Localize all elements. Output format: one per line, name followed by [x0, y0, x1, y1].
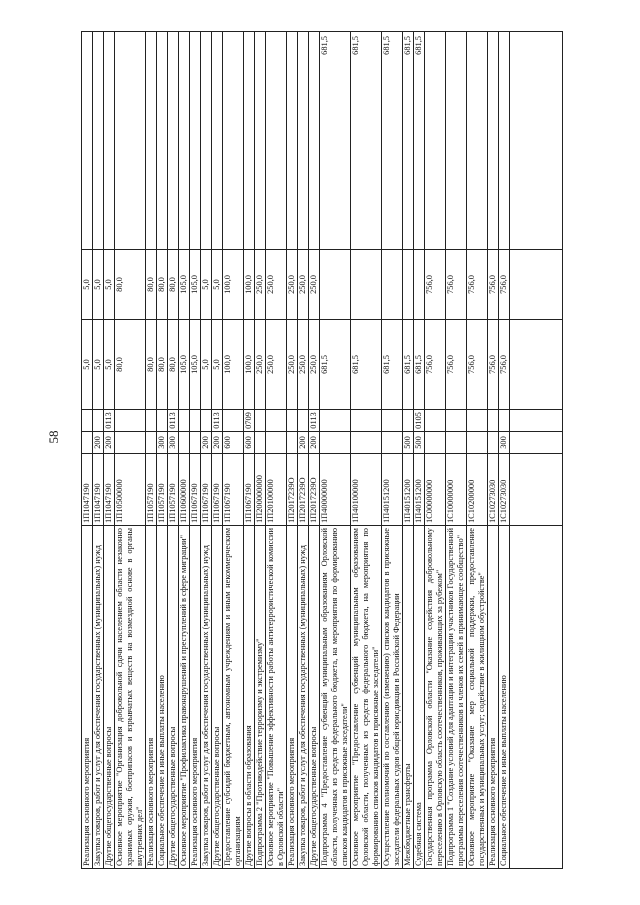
row-federal-amount-cell	[157, 32, 168, 250]
row-total-amount-cell: 5,0	[82, 320, 93, 410]
row-total-amount-cell: 250,0	[266, 320, 287, 410]
row-name-cell: Межбюджетные трансферты	[403, 526, 414, 869]
row-section-cell	[179, 410, 190, 432]
row-name-cell: Осуществление полномочий по составлению (изменению) списков кандидатов в присяжные заседатели федеральных судов общей юрисдикции в Российской Федерации	[382, 526, 403, 869]
row-total-amount-cell: 100,0	[244, 320, 255, 410]
row-section-cell	[298, 410, 309, 432]
row-total-amount-cell: 250,0	[298, 320, 309, 410]
row-expense-type-cell	[320, 432, 351, 454]
row-regional-amount-cell: 756,0	[446, 250, 467, 320]
row-section-cell	[157, 410, 168, 432]
row-regional-amount-cell: 105,0	[190, 250, 201, 320]
row-section-cell	[255, 410, 266, 432]
row-federal-amount-cell	[499, 32, 510, 250]
table-row	[212, 32, 223, 869]
row-section-cell	[499, 410, 510, 432]
row-federal-amount-cell: 681,5	[382, 32, 403, 250]
table-row	[93, 32, 104, 869]
row-target-code-cell: 1П40151200	[403, 454, 414, 526]
row-expense-type-cell: 200	[309, 432, 320, 454]
row-section-cell	[266, 410, 287, 432]
row-section-cell	[201, 410, 212, 432]
row-federal-amount-cell	[255, 32, 266, 250]
row-regional-amount-cell: 250,0	[255, 250, 266, 320]
row-expense-type-cell	[82, 432, 93, 454]
row-name-cell: Реализация основного мероприятия	[287, 526, 298, 869]
row-name-cell: Основное мероприятие "Организация добровольной сдачи населением области незаконно хранимых оружия, боеприпасов и взрывчатых веществ на возмездной основе в органы внутренних дел"	[115, 526, 146, 869]
row-total-amount-cell: 756,0	[425, 320, 446, 410]
budget-table-body	[82, 32, 563, 869]
row-target-code-cell: 1С10000000	[446, 454, 467, 526]
row-expense-type-cell: 300	[157, 432, 168, 454]
row-total-amount-cell: 756,0	[488, 320, 499, 410]
row-total-amount-cell: 5,0	[212, 320, 223, 410]
row-regional-amount-cell: 756,0	[499, 250, 510, 320]
row-section-cell	[93, 410, 104, 432]
row-section-cell	[287, 410, 298, 432]
row-section-cell	[382, 410, 403, 432]
table-row	[488, 32, 499, 869]
row-federal-amount-cell	[146, 32, 157, 250]
row-federal-amount-cell	[93, 32, 104, 250]
row-total-amount-cell: 250,0	[287, 320, 298, 410]
row-name-cell: Закупка товаров, работ и услуг для обеспечения государственных (муниципальных) нужд	[93, 526, 104, 869]
row-target-code-cell: 1С10200000	[467, 454, 488, 526]
row-expense-type-cell	[287, 432, 298, 454]
row-federal-amount-cell: 681,5	[320, 32, 351, 250]
table-row	[255, 32, 266, 869]
row-regional-amount-cell: 105,0	[179, 250, 190, 320]
row-total-amount-cell: 80,0	[168, 320, 179, 410]
row-regional-amount-cell	[351, 250, 382, 320]
row-target-code-cell: 1П2017239О	[287, 454, 298, 526]
row-expense-type-cell	[255, 432, 266, 454]
row-federal-amount-cell	[298, 32, 309, 250]
row-federal-amount-cell	[223, 32, 244, 250]
row-section-cell: 0113	[168, 410, 179, 432]
table-row	[467, 32, 488, 869]
row-target-code-cell: 1П2017239О	[309, 454, 320, 526]
row-expense-type-cell	[425, 432, 446, 454]
row-regional-amount-cell: 100,0	[223, 250, 244, 320]
row-section-cell	[190, 410, 201, 432]
row-target-code-cell: 1П1047190	[93, 454, 104, 526]
row-expense-type-cell	[190, 432, 201, 454]
row-target-code-cell: 1П2017239О	[298, 454, 309, 526]
row-regional-amount-cell: 756,0	[467, 250, 488, 320]
row-regional-amount-cell: 5,0	[93, 250, 104, 320]
row-regional-amount-cell: 250,0	[287, 250, 298, 320]
row-expense-type-cell	[351, 432, 382, 454]
row-federal-amount-cell	[168, 32, 179, 250]
row-target-code-cell: 1П10500000	[115, 454, 146, 526]
row-expense-type-cell: 500	[414, 432, 425, 454]
row-expense-type-cell: 300	[168, 432, 179, 454]
row-regional-amount-cell: 80,0	[115, 250, 146, 320]
table-row	[168, 32, 179, 869]
row-target-code-cell: 1П1067190	[223, 454, 244, 526]
row-federal-amount-cell	[266, 32, 287, 250]
row-target-code-cell: 1П1047190	[82, 454, 93, 526]
row-federal-amount-cell: 681,5	[403, 32, 414, 250]
table-row	[446, 32, 467, 869]
table-row	[223, 32, 244, 869]
row-federal-amount-cell	[212, 32, 223, 250]
row-target-code-cell: 1П40000000	[320, 454, 351, 526]
table-row	[115, 32, 146, 869]
row-regional-amount-cell	[382, 250, 403, 320]
row-regional-amount-cell: 250,0	[309, 250, 320, 320]
rotated-table-container	[81, 32, 614, 869]
row-target-code-cell: 1П200000000	[255, 454, 266, 526]
table-row-empty	[510, 32, 563, 869]
row-expense-type-cell: 200	[104, 432, 115, 454]
row-name-cell: Другие общегосударственные вопросы	[212, 526, 223, 869]
row-name-cell: Основное мероприятие "Предоставление субвенций муниципальным образованиям Орловской области, полученных из средств федерального бюджета, на мероприятия по формированию списков кандидатов в присяжные заседатели"	[351, 526, 382, 869]
row-expense-type-cell	[146, 432, 157, 454]
row-name-cell: Закупка товаров, работ и услуг для обеспечения государственных (муниципальных) нужд	[201, 526, 212, 869]
row-name-cell: Социальное обеспечение и иные выплаты населению	[499, 526, 510, 869]
row-total-amount-cell: 681,5	[403, 320, 414, 410]
row-target-code-cell: 1П1057190	[168, 454, 179, 526]
row-target-code-cell: 1П1067190	[212, 454, 223, 526]
row-name-cell: Другие общегосударственные вопросы	[168, 526, 179, 869]
row-total-amount-cell: 681,5	[414, 320, 425, 410]
row-regional-amount-cell: 100,0	[244, 250, 255, 320]
row-name-cell: Предоставление субсидий бюджетным, автономным учреждениям и иным некоммерческим организациям	[223, 526, 244, 869]
row-regional-amount-cell: 80,0	[157, 250, 168, 320]
row-section-cell: 0113	[104, 410, 115, 432]
row-name-cell: Основное мероприятие "Профилактика правонарушений и преступлений в сфере миграции"	[179, 526, 190, 869]
row-section-cell	[488, 410, 499, 432]
row-name-cell: Другие общегосударственные вопросы	[309, 526, 320, 869]
table-row	[425, 32, 446, 869]
row-regional-amount-cell	[320, 250, 351, 320]
row-regional-amount-cell: 756,0	[425, 250, 446, 320]
row-total-amount-cell: 681,5	[382, 320, 403, 410]
row-expense-type-cell: 200	[93, 432, 104, 454]
row-name-cell: Другие вопросы в области образования	[244, 526, 255, 869]
row-name-cell: Основное мероприятие "Оказание мер социальной поддержки, предоставление государственных и муниципальных услуг; содействие в жилищном обустройстве"	[467, 526, 488, 869]
row-target-code-cell: 1П1067190	[201, 454, 212, 526]
row-expense-type-cell	[179, 432, 190, 454]
row-section-cell	[320, 410, 351, 432]
row-expense-type-cell	[382, 432, 403, 454]
row-name-cell: Реализация основного мероприятия	[82, 526, 93, 869]
row-total-amount-cell: 756,0	[499, 320, 510, 410]
row-regional-amount-cell: 80,0	[146, 250, 157, 320]
table-row	[414, 32, 425, 869]
row-total-amount-cell: 105,0	[190, 320, 201, 410]
row-target-code-cell: 1П40151200	[414, 454, 425, 526]
row-section-cell: 0709	[244, 410, 255, 432]
row-total-amount-cell: 80,0	[115, 320, 146, 410]
row-regional-amount-cell: 80,0	[168, 250, 179, 320]
row-name-cell: Реализация основного мероприятия	[146, 526, 157, 869]
row-regional-amount-cell: 756,0	[488, 250, 499, 320]
row-expense-type-cell: 300	[499, 432, 510, 454]
empty-cell	[510, 32, 563, 250]
row-regional-amount-cell: 5,0	[201, 250, 212, 320]
row-regional-amount-cell: 5,0	[212, 250, 223, 320]
row-regional-amount-cell: 5,0	[104, 250, 115, 320]
row-total-amount-cell: 5,0	[104, 320, 115, 410]
row-total-amount-cell: 5,0	[93, 320, 104, 410]
table-row	[266, 32, 287, 869]
row-section-cell	[467, 410, 488, 432]
row-name-cell: Закупка товаров, работ и услуг для обеспечения государственных (муниципальных) нужд	[298, 526, 309, 869]
row-total-amount-cell: 250,0	[309, 320, 320, 410]
table-row	[320, 32, 351, 869]
row-name-cell: Социальное обеспечение и иные выплаты населению	[157, 526, 168, 869]
row-expense-type-cell: 200	[212, 432, 223, 454]
page-number: 58	[46, 430, 61, 444]
row-total-amount-cell: 105,0	[179, 320, 190, 410]
row-total-amount-cell: 681,5	[351, 320, 382, 410]
row-total-amount-cell: 681,5	[320, 320, 351, 410]
row-target-code-cell: 1П1067190	[244, 454, 255, 526]
table-row	[287, 32, 298, 869]
row-section-cell	[146, 410, 157, 432]
empty-cell	[510, 320, 563, 410]
row-target-code-cell: 1С10273030	[499, 454, 510, 526]
row-name-cell: Реализация основного мероприятия	[488, 526, 499, 869]
row-target-code-cell: 1П10600000	[179, 454, 190, 526]
row-target-code-cell: 1П1057190	[157, 454, 168, 526]
row-total-amount-cell: 250,0	[255, 320, 266, 410]
budget-table	[81, 31, 563, 869]
table-row	[298, 32, 309, 869]
row-name-cell: Реализация основного мероприятия	[190, 526, 201, 869]
row-target-code-cell: 1П40151200	[382, 454, 403, 526]
row-total-amount-cell: 80,0	[157, 320, 168, 410]
row-target-code-cell: 1П1047190	[104, 454, 115, 526]
row-total-amount-cell: 5,0	[201, 320, 212, 410]
empty-cell	[510, 526, 563, 869]
table-row	[351, 32, 382, 869]
row-target-code-cell: 1С00000000	[425, 454, 446, 526]
row-federal-amount-cell	[488, 32, 499, 250]
row-total-amount-cell: 80,0	[146, 320, 157, 410]
table-row	[146, 32, 157, 869]
row-federal-amount-cell	[201, 32, 212, 250]
row-federal-amount-cell	[82, 32, 93, 250]
row-target-code-cell: 1П1067190	[190, 454, 201, 526]
row-section-cell: 0105	[414, 410, 425, 432]
row-name-cell: Основное мероприятие "Повышение эффективности работы антитеррористической комиссии в Орловской области"	[266, 526, 287, 869]
row-federal-amount-cell	[244, 32, 255, 250]
row-federal-amount-cell: 681,5	[351, 32, 382, 250]
row-federal-amount-cell	[425, 32, 446, 250]
row-federal-amount-cell: 681,5	[414, 32, 425, 250]
row-federal-amount-cell	[287, 32, 298, 250]
table-row	[201, 32, 212, 869]
row-target-code-cell: 1П20100000	[266, 454, 287, 526]
row-federal-amount-cell	[467, 32, 488, 250]
row-expense-type-cell: 200	[201, 432, 212, 454]
row-section-cell: 0113	[309, 410, 320, 432]
row-name-cell: Другие общегосударственные вопросы	[104, 526, 115, 869]
row-federal-amount-cell	[104, 32, 115, 250]
row-section-cell	[425, 410, 446, 432]
row-expense-type-cell	[115, 432, 146, 454]
row-total-amount-cell: 756,0	[467, 320, 488, 410]
table-row	[244, 32, 255, 869]
row-expense-type-cell	[467, 432, 488, 454]
row-name-cell: Судебная система	[414, 526, 425, 869]
table-row	[403, 32, 414, 869]
row-regional-amount-cell: 250,0	[266, 250, 287, 320]
row-federal-amount-cell	[179, 32, 190, 250]
row-expense-type-cell: 600	[223, 432, 244, 454]
empty-cell	[510, 410, 563, 432]
row-name-cell: Подпрограмма 1 "Создание условий для адаптации и интеграции участников Государственной программы переселения соотечественников и членов их семей в принимающее сообщество"	[446, 526, 467, 869]
row-section-cell	[403, 410, 414, 432]
row-expense-type-cell	[266, 432, 287, 454]
table-row	[382, 32, 403, 869]
row-regional-amount-cell	[403, 250, 414, 320]
empty-cell	[510, 432, 563, 454]
table-row	[179, 32, 190, 869]
table-row	[190, 32, 201, 869]
row-federal-amount-cell	[115, 32, 146, 250]
empty-cell	[510, 454, 563, 526]
table-row	[499, 32, 510, 869]
row-target-code-cell: 1П40100000	[351, 454, 382, 526]
row-section-cell	[446, 410, 467, 432]
row-target-code-cell: 1П1057190	[146, 454, 157, 526]
row-name-cell: Подпрограмма 4 "Предоставление субвенций муниципальным образованиям Орловской области, полученных из средств федерального бюджета, на мероприятия по формированию списков кандидатов в присяжные заседатели"	[320, 526, 351, 869]
row-federal-amount-cell	[190, 32, 201, 250]
row-section-cell	[115, 410, 146, 432]
row-section-cell: 0113	[212, 410, 223, 432]
row-section-cell	[82, 410, 93, 432]
row-total-amount-cell: 756,0	[446, 320, 467, 410]
row-federal-amount-cell	[309, 32, 320, 250]
row-federal-amount-cell	[446, 32, 467, 250]
row-section-cell	[351, 410, 382, 432]
row-regional-amount-cell	[414, 250, 425, 320]
table-row	[104, 32, 115, 869]
row-regional-amount-cell: 5,0	[82, 250, 93, 320]
row-total-amount-cell: 100,0	[223, 320, 244, 410]
row-name-cell: Государственная программа Орловской области "Оказание содействия добровольному переселению в Орловскую область соотечественников, проживающих за рубежом"	[425, 526, 446, 869]
row-expense-type-cell: 600	[244, 432, 255, 454]
row-regional-amount-cell: 250,0	[298, 250, 309, 320]
row-expense-type-cell: 500	[403, 432, 414, 454]
row-expense-type-cell: 200	[298, 432, 309, 454]
table-row	[309, 32, 320, 869]
row-expense-type-cell	[446, 432, 467, 454]
empty-cell	[510, 250, 563, 320]
row-target-code-cell: 1С10273030	[488, 454, 499, 526]
row-expense-type-cell	[488, 432, 499, 454]
table-row	[157, 32, 168, 869]
table-row	[82, 32, 93, 869]
row-section-cell	[223, 410, 244, 432]
row-name-cell: Подпрограмма 2 "Противодействие терроризму и экстремизму"	[255, 526, 266, 869]
